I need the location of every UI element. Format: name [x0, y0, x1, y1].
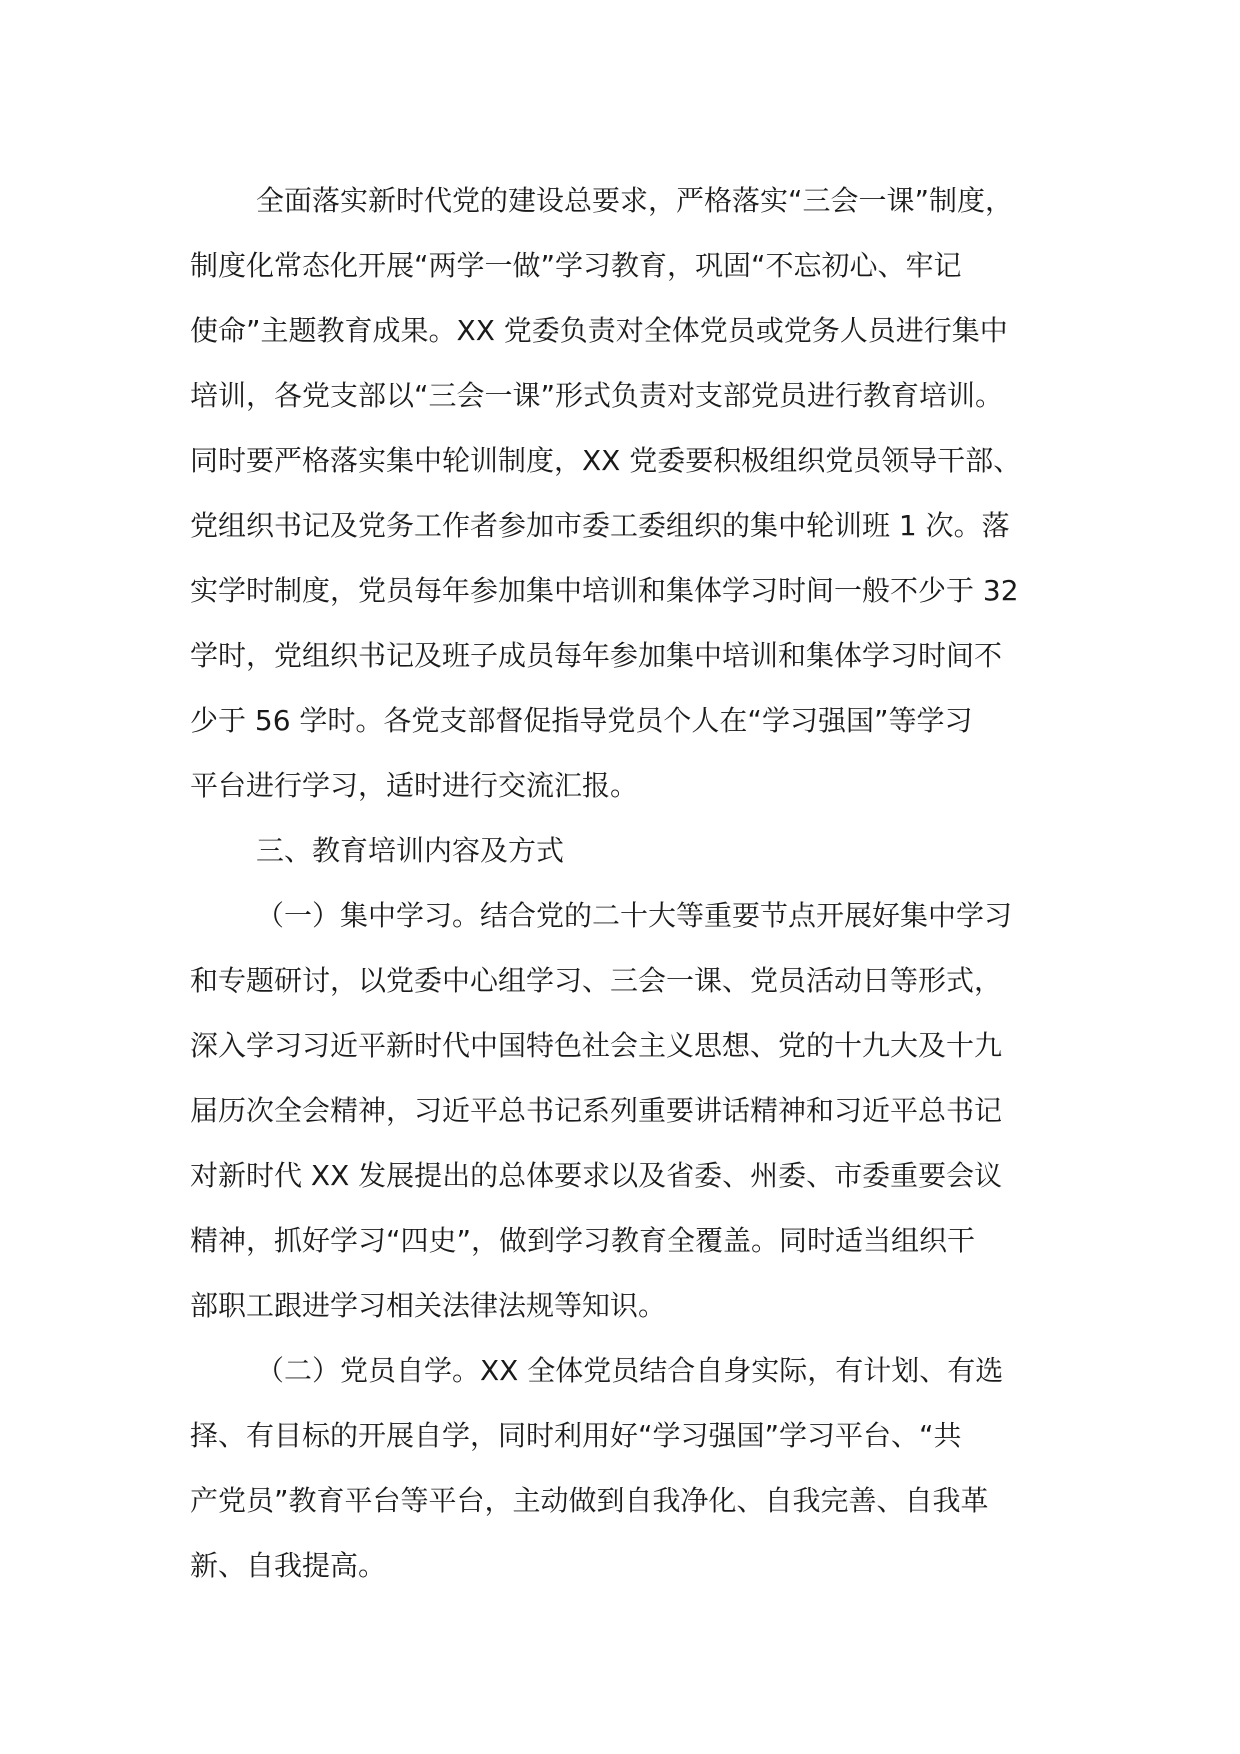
text-line: 党组织书记及党务工作者参加市委工委组织的集中轮训班 1 次。落	[190, 509, 1010, 542]
text-line: 使命”主题教育成果。XX 党委负责对全体党员或党务人员进行集中	[190, 314, 1008, 347]
text-line: 择、有目标的开展自学，同时利用好“学习强国”学习平台、“共	[190, 1419, 962, 1452]
text-line: （二）党员自学。XX 全体党员结合自身实际，有计划、有选	[256, 1354, 1004, 1387]
text-line: 平台进行学习，适时进行交流汇报。	[190, 769, 639, 802]
text-line: 同时要严格落实集中轮训制度，XX 党委要积极组织党员领导干部、	[190, 444, 1022, 477]
text-line: 培训，各党支部以“三会一课”形式负责对支部党员进行教育培训。	[190, 379, 1004, 412]
text-line: 精神，抓好学习“四史”，做到学习教育全覆盖。同时适当组织干	[190, 1224, 976, 1257]
document-body	[190, 168, 1070, 1598]
text-line: 届历次全会精神，习近平总书记系列重要讲话精神和习近平总书记	[190, 1094, 1003, 1127]
text-line: （一）集中学习。结合党的二十大等重要节点开展好集中学习	[256, 899, 1013, 932]
text-line: 学时，党组织书记及班子成员每年参加集中培训和集体学习时间不	[190, 639, 1003, 672]
text-line: 少于 56 学时。各党支部督促指导党员个人在“学习强国”等学习	[190, 704, 973, 737]
text-line: 实学时制度，党员每年参加集中培训和集体学习时间一般不少于 32	[190, 574, 1019, 607]
text-line: 深入学习习近平新时代中国特色社会主义思想、党的十九大及十九	[190, 1029, 1003, 1062]
text-line: 和专题研讨，以党委中心组学习、三会一课、党员活动日等形式，	[190, 964, 1003, 997]
text-line: 新、自我提高。	[190, 1549, 387, 1582]
text-line: 制度化常态化开展“两学一做”学习教育，巩固“不忘初心、牢记	[190, 249, 962, 282]
text-line: 全面落实新时代党的建设总要求，严格落实“三会一课”制度，	[256, 184, 1014, 217]
text-line: 产党员”教育平台等平台，主动做到自我净化、自我完善、自我革	[190, 1484, 989, 1517]
text-line: 三、教育培训内容及方式	[256, 834, 565, 867]
text-line: 部职工跟进学习相关法律法规等知识。	[190, 1289, 667, 1322]
text-line: 对新时代 XX 发展提出的总体要求以及省委、州委、市委重要会议	[190, 1159, 1003, 1192]
